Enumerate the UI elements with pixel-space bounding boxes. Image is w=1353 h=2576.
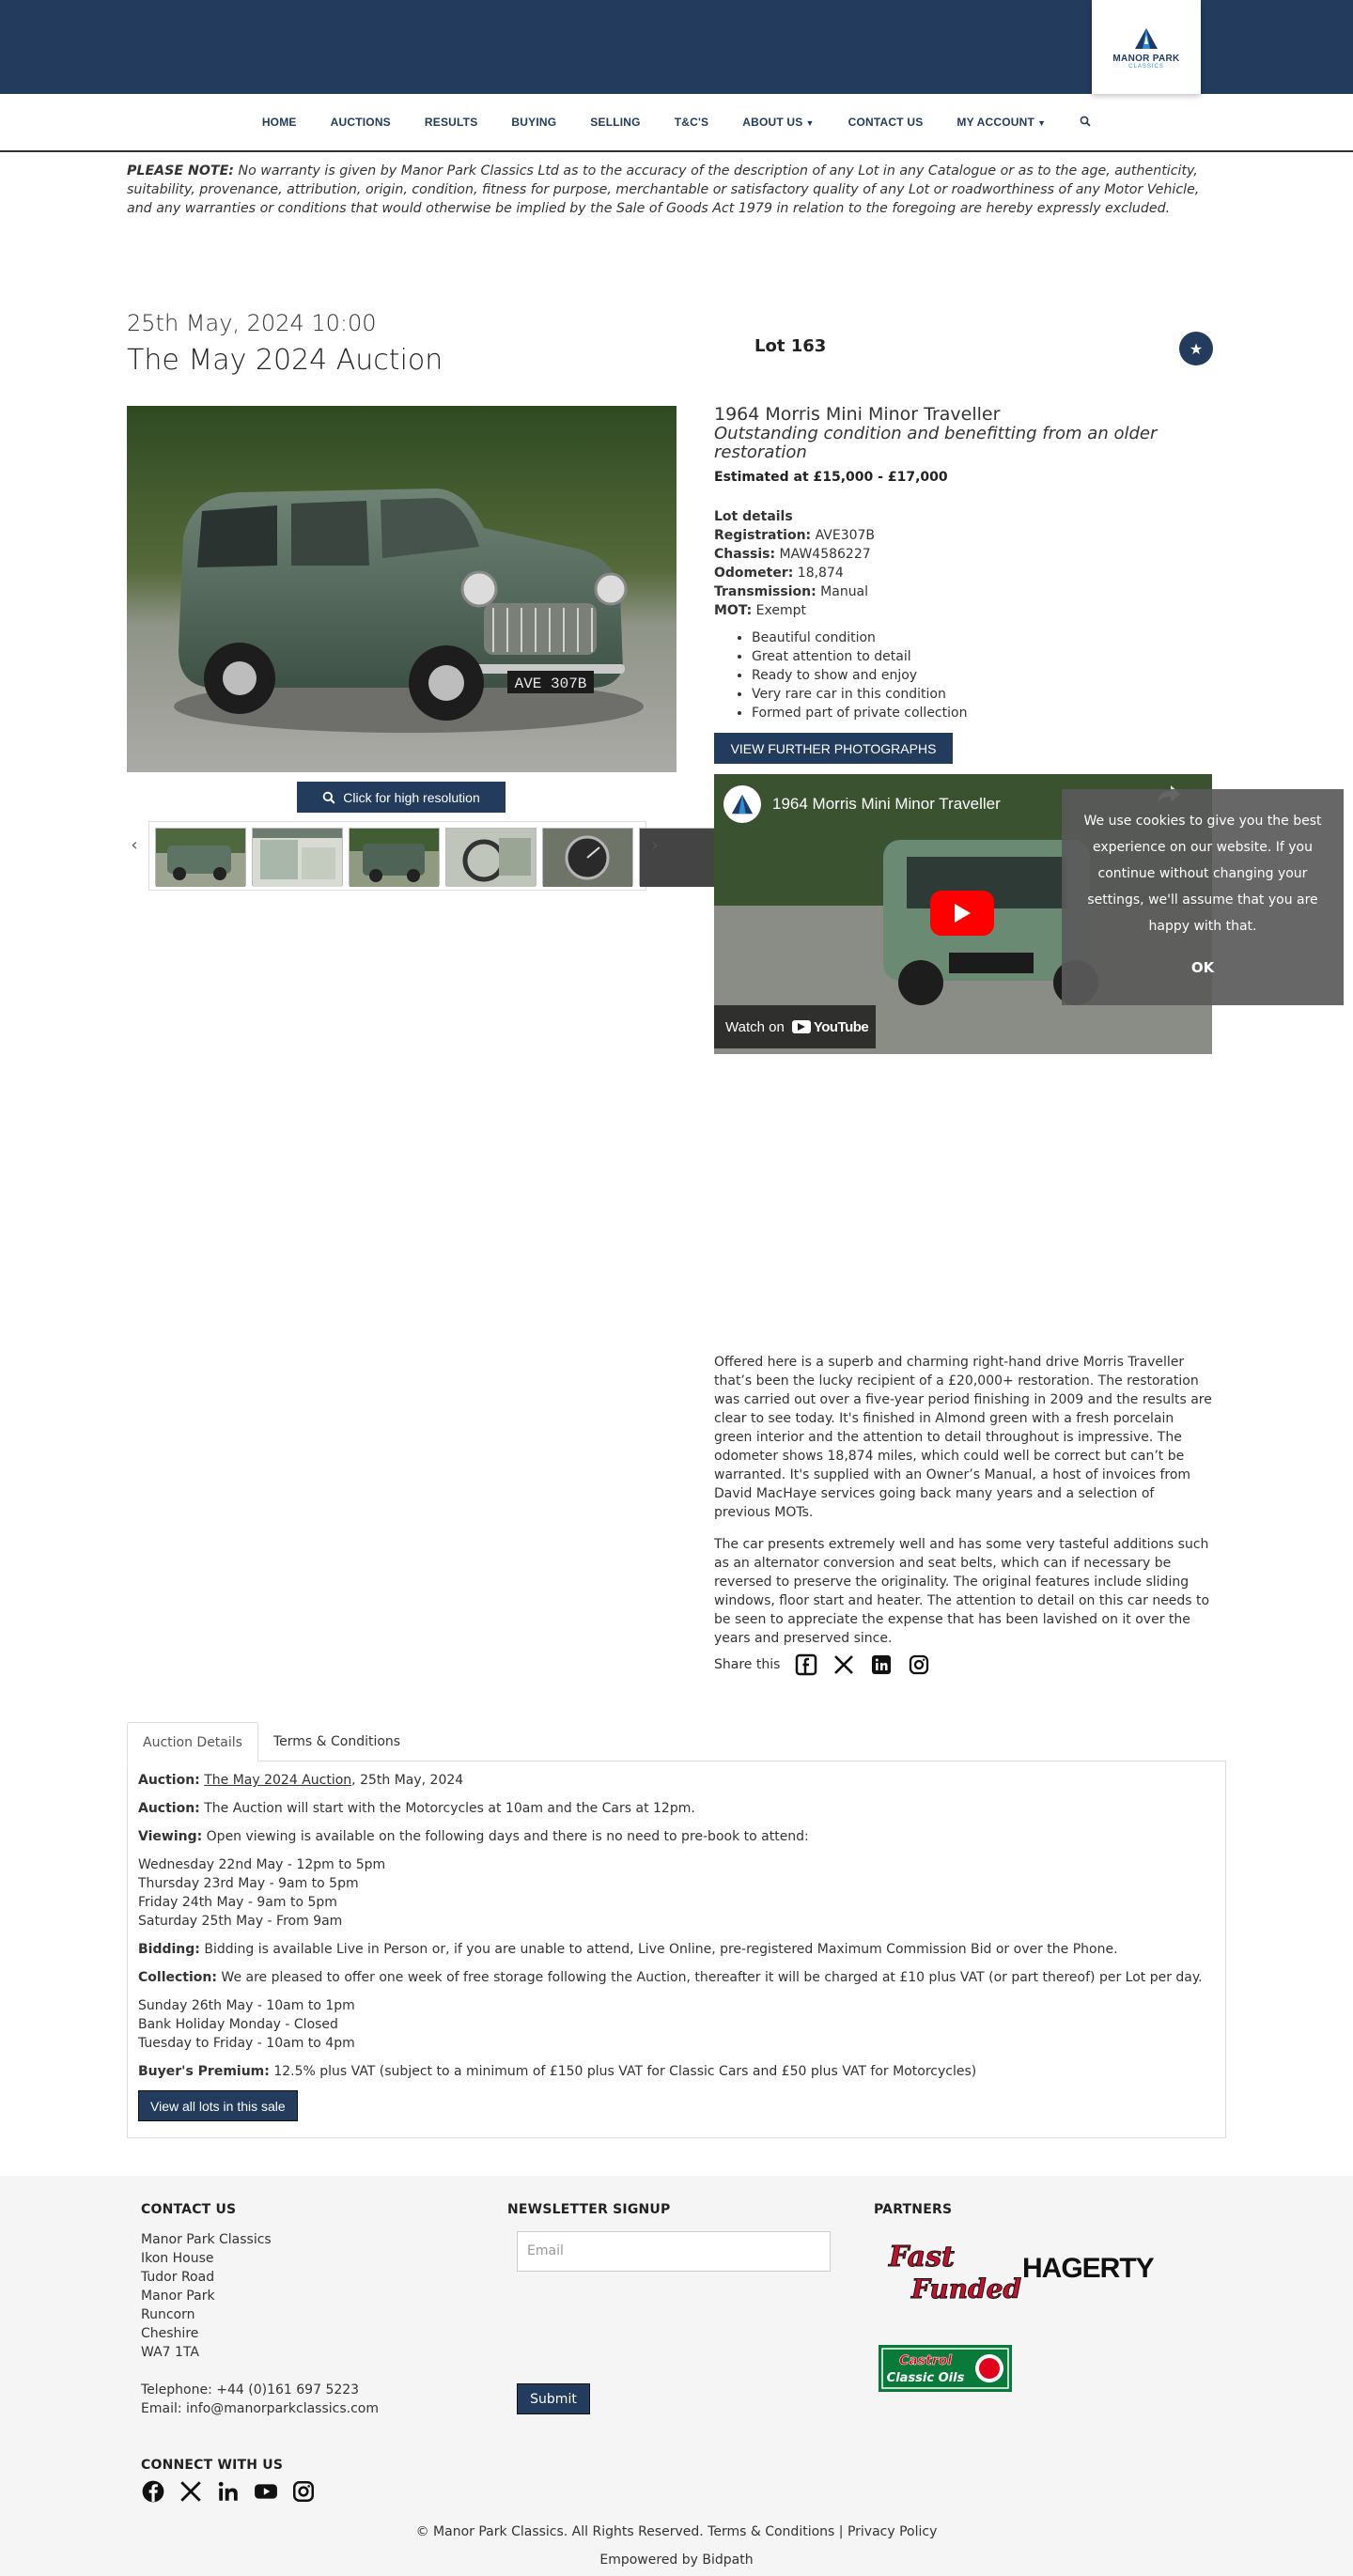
- nav-auctions[interactable]: AUCTIONS: [330, 116, 391, 129]
- youtube-icon[interactable]: [254, 2479, 278, 2504]
- thumbnails-next-icon[interactable]: ›: [651, 835, 659, 855]
- linkedin-icon[interactable]: [870, 1653, 893, 1676]
- x-icon[interactable]: [179, 2479, 203, 2504]
- footer: [0, 2176, 1353, 2576]
- x-icon[interactable]: [832, 1653, 855, 1676]
- list-item: • Very rare car in this condition: [752, 685, 967, 704]
- notice-label: PLEASE NOTE:: [127, 163, 234, 178]
- auction-line: Auction: The May 2024 Auction, 25th May, 2024: [138, 1773, 464, 1788]
- auction-date: 25th May, 2024 10:00: [127, 310, 377, 336]
- nav-home[interactable]: HOME: [261, 116, 297, 129]
- detail-chassis: Chassis: MAW4586227: [714, 547, 871, 562]
- caret-down-icon: ▼: [1037, 118, 1047, 128]
- partner-hagerty[interactable]: HAGERTY: [1022, 2253, 1154, 2284]
- youtube-logo: [792, 1019, 868, 1035]
- share-bar: [714, 1653, 930, 1676]
- high-resolution-label: Click for high resolution: [343, 789, 480, 805]
- detail-registration: Registration: AVE307B: [714, 528, 876, 543]
- instagram-icon[interactable]: [908, 1653, 930, 1676]
- site-logo[interactable]: [1092, 0, 1201, 94]
- lot-description: [714, 1353, 1212, 1661]
- linkedin-icon[interactable]: [216, 2479, 241, 2504]
- svg-text:Fast: Fast: [889, 2241, 955, 2273]
- search-icon: [1080, 116, 1091, 127]
- thumbnail[interactable]: [155, 828, 246, 886]
- copyright-line: © Manor Park Classics. All Rights Reserved. Terms & Conditions | Privacy Policy: [415, 2524, 938, 2539]
- svg-text:Funded: Funded: [911, 2273, 1022, 2304]
- channel-avatar[interactable]: [723, 785, 761, 823]
- logo-triangle-icon: [1133, 25, 1159, 52]
- watch-on-label: Watch on: [725, 1018, 785, 1035]
- list-item: • Formed part of private collection: [752, 704, 967, 722]
- footer-terms-link[interactable]: Terms & Conditions: [708, 2524, 835, 2539]
- warranty-notice: [127, 162, 1228, 218]
- newsletter-email-input[interactable]: Email: [517, 2231, 831, 2272]
- nav-contact-us[interactable]: CONTACT US: [848, 116, 924, 129]
- auction-link[interactable]: The May 2024 Auction: [204, 1773, 352, 1788]
- logo-sub: CLASSICS: [1128, 63, 1164, 70]
- partner-castrol[interactable]: [879, 2345, 1012, 2396]
- partners-heading: PARTNERS: [874, 2202, 953, 2217]
- play-icon: [798, 1023, 805, 1031]
- viewing-line: Viewing: Open viewing is available on the following days and there is no need to pre-book to attend:: [138, 1829, 809, 1844]
- lot-details-heading: Lot details: [714, 509, 793, 524]
- logo-name: MANOR PARK: [1112, 53, 1180, 64]
- youtube-label: YouTube: [813, 1018, 869, 1035]
- star-icon: ★: [1189, 339, 1204, 358]
- high-resolution-button[interactable]: [297, 782, 505, 813]
- main-photo[interactable]: [127, 406, 676, 772]
- auction-details-panel: [127, 1761, 1226, 2138]
- detail-transmission: Transmission: Manual: [714, 584, 869, 599]
- share-label: Share this: [714, 1657, 781, 1672]
- watch-on-youtube-button[interactable]: [714, 1005, 876, 1048]
- tab-auction-details[interactable]: Auction Details: [127, 1722, 258, 1761]
- description-paragraph: The car presents extremely well and has some very tasteful additions such as an alternator conversion and seat belts, which can if necessary be reversed to preserve the originality. The original features include sliding windows, floor start and heater. The attention to detail on this car needs to be seen to appreciate the expense that has been lavished on it over the years and preserved since.: [714, 1537, 1210, 1646]
- contact-heading: CONTACT US: [141, 2202, 237, 2217]
- facebook-icon[interactable]: [141, 2479, 165, 2504]
- thumbnail-strip: [148, 821, 646, 891]
- email-address[interactable]: Email: info@manorparkclassics.com: [141, 2401, 379, 2416]
- main-nav: [0, 94, 1353, 152]
- thumbnail[interactable]: [252, 828, 343, 886]
- tab-terms-conditions[interactable]: Terms & Conditions: [272, 1734, 401, 1749]
- search-icon: [322, 791, 335, 804]
- list-item: • Beautiful condition: [752, 628, 967, 647]
- facebook-icon[interactable]: [795, 1653, 817, 1676]
- description-paragraph: Offered here is a superb and charming right-hand drive Morris Traveller that’s been the lucky recipient of a £20,000+ restoration. The restoration was carried out over a five-year period finishing in 2009 and the results are clear to see today. It's finished in Almond green with a fresh porcelain green interior and the attention to detail throughout is impressive. The odometer shows 18,874 miles, which could well be correct but can’t be warranted. It's supplied with an Owner’s Manual, a host of invoices from David MacHaye services going back many years and a selection of previous MOTs.: [714, 1355, 1212, 1520]
- footer-privacy-link[interactable]: Privacy Policy: [847, 2524, 938, 2539]
- lot-number: Lot 163: [754, 336, 827, 356]
- lot-estimate: Estimated at £15,000 - £17,000: [714, 470, 948, 485]
- thumbnail[interactable]: [445, 828, 537, 886]
- nav-about-us[interactable]: [725, 116, 831, 129]
- copyright-text: © Manor Park Classics. All Rights Reserved.: [415, 2524, 704, 2539]
- car-photo: [127, 406, 676, 772]
- watch-lot-button[interactable]: [1179, 332, 1213, 365]
- contact-address: Manor Park Classics Ikon House Tudor Road Manor Park Runcorn Cheshire WA7 1TA Telephone: +44 (0)161 697 5223 Email: info@manorparkclassics.com: [141, 2232, 379, 2416]
- fast-funded-logo: [883, 2234, 1022, 2309]
- auction-start-line: Auction: The Auction will start with the Motorcycles at 10am and the Cars at 12pm.: [138, 1801, 695, 1816]
- thumbnail[interactable]: [349, 828, 440, 886]
- caret-down-icon: ▼: [805, 118, 815, 128]
- castrol-logo: [879, 2345, 1012, 2392]
- lot-subtitle: Outstanding condition and benefitting from an older restoration: [714, 424, 1158, 462]
- newsletter-submit-button[interactable]: Submit: [517, 2383, 590, 2414]
- feature-list: [752, 628, 967, 722]
- details-tabs: [127, 1722, 1226, 1761]
- detail-mot: MOT: Exempt: [714, 603, 806, 618]
- auction-title: The May 2024 Auction: [127, 344, 443, 377]
- powered-by[interactable]: Empowered by Bidpath: [599, 2553, 754, 2568]
- registration-plate: AVE 307B: [514, 675, 587, 692]
- lot-title: 1964 Morris Mini Minor Traveller: [714, 404, 1001, 425]
- logo-triangle-icon: [730, 792, 754, 816]
- instagram-icon[interactable]: [291, 2479, 316, 2504]
- bidding-line: Bidding: Bidding is available Live in Person or, if you are unable to attend, Live Online, pre-registered Maximum Commission Bid or over the Phone.: [138, 1942, 1118, 1957]
- viewing-days: Wednesday 22nd May - 12pm to 5pm Thursday 23rd May - 9am to 5pm Friday 24th May - 9am to 5pm Saturday 25th May - From 9am: [138, 1857, 386, 1929]
- notice-text: No warranty is given by Manor Park Classics Ltd as to the accuracy of the description of any Lot in any Catalogue or as to the age, authenticity, suitability, provenance, attribution, origin, condition, fitness for purpose, merchantable or satisfactory quality of any Lot or roadworthiness of any Motor Vehicle, and any warranties or conditions that would otherwise be implied by the Sale of Goods Act 1979 in relation to the foregoing are hereby expressly excluded.: [127, 163, 1200, 216]
- nav-selling[interactable]: SELLING: [590, 116, 641, 129]
- play-button[interactable]: [930, 891, 994, 936]
- nav-buying[interactable]: BUYING: [511, 116, 557, 129]
- cookie-ok-button[interactable]: OK: [1190, 959, 1215, 976]
- detail-odometer: Odometer: 18,874: [714, 566, 844, 581]
- nav-about-label: ABOUT US: [742, 116, 803, 129]
- collection-line: Collection: We are pleased to offer one week of free storage following the Auction, thereafter it will be charged at £10 plus VAT (or part thereof) per Lot per day.: [138, 1970, 1203, 1985]
- thumbnails-prev-icon[interactable]: ‹: [131, 835, 138, 855]
- telephone[interactable]: Telephone: +44 (0)161 697 5223: [141, 2382, 360, 2398]
- footer-social-links: [141, 2479, 316, 2504]
- newsletter-heading: NEWSLETTER SIGNUP: [507, 2202, 671, 2217]
- nav-account-label: MY ACCOUNT: [956, 116, 1035, 129]
- thumbnail[interactable]: [542, 828, 633, 886]
- view-further-photographs-button[interactable]: VIEW FURTHER PHOTOGRAPHS: [714, 733, 953, 764]
- nav-search[interactable]: [1063, 116, 1108, 130]
- list-item: • Ready to show and enjoy: [752, 666, 967, 685]
- cookie-banner: [1062, 789, 1344, 1005]
- svg-text:Castrol: Castrol: [898, 2353, 953, 2368]
- svg-text:Classic Oils: Classic Oils: [886, 2371, 965, 2385]
- list-item: • Great attention to detail: [752, 647, 967, 666]
- collection-days: Sunday 26th May - 10am to 1pm Bank Holiday Monday - Closed Tuesday to Friday - 10am to 4pm: [138, 1998, 355, 2051]
- nav-results[interactable]: RESULTS: [424, 116, 478, 129]
- view-all-lots-button[interactable]: View all lots in this sale: [138, 2090, 298, 2121]
- play-icon: [953, 903, 972, 923]
- lot-details: [714, 507, 875, 620]
- cookie-text: We use cookies to give you the best experience on our website. If you continue without changing your settings, we'll assume that you are happy with that.: [1083, 814, 1322, 934]
- connect-heading: CONNECT WITH US: [141, 2458, 284, 2473]
- partner-fast-funded[interactable]: [883, 2234, 1022, 2313]
- video-title[interactable]: 1964 Morris Mini Minor Traveller: [772, 795, 1001, 813]
- buyers-premium-line: Buyer's Premium: 12.5% plus VAT (subject to a minimum of £150 plus VAT for Classic Cars and £50 plus VAT for Motorcycles): [138, 2064, 977, 2079]
- nav-terms[interactable]: T&C'S: [674, 116, 709, 129]
- nav-my-account[interactable]: [940, 116, 1063, 129]
